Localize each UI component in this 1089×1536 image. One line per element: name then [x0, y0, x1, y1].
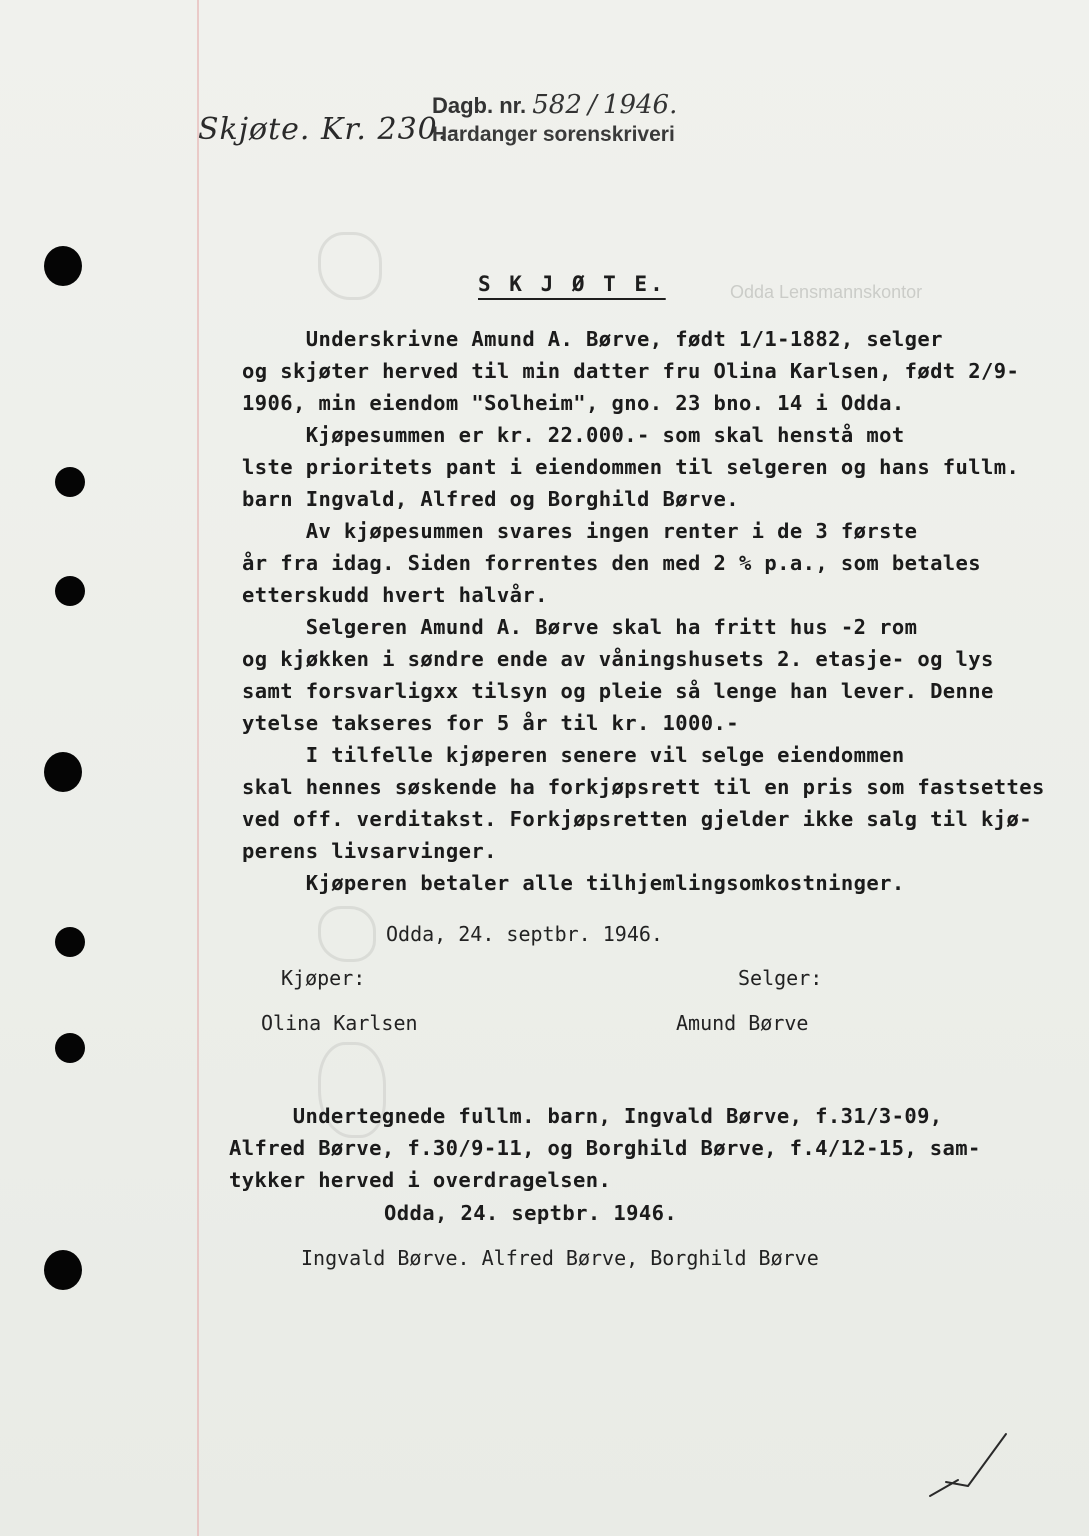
handwritten-fee-note: Skjøte. Kr. 230.-: [198, 112, 460, 147]
buyer-signature: Olina Karlsen: [261, 1011, 418, 1035]
stamp-number: 582: [532, 90, 582, 120]
body-line: Kjøperen betaler alle tilhjemlingsomkostninger.: [242, 871, 905, 895]
punch-hole-icon: [55, 1033, 85, 1063]
bleed-through-text: Odda Lensmannskontor: [730, 282, 923, 302]
seller-label: Selger:: [738, 966, 823, 990]
margin-line: [197, 0, 199, 1536]
body-line: ved off. verditakst. Forkjøpsretten gjelder ikke salg til kjø-: [242, 807, 1033, 831]
body-line: ytelse takseres for 5 år til kr. 1000.-: [242, 711, 739, 735]
body-line: Underskrivne Amund A. Børve, født 1/1-1882, selger: [242, 327, 943, 351]
body-line: lste prioritets pant i eiendommen til selgeren og hans fullm.: [242, 455, 1020, 479]
body-line: og kjøkken i søndre ende av våningshusets 2. etasje- og lys: [242, 647, 994, 671]
place-date: Odda, 24. septbr. 1946.: [386, 922, 663, 946]
body-line: Kjøpesummen er kr. 22.000.- som skal henstå mot: [242, 423, 905, 447]
body-line: samt forsvarligxx tilsyn og pleie så lenge han lever. Denne: [242, 679, 994, 703]
punch-hole-icon: [55, 576, 85, 606]
body-line: barn Ingvald, Alfred og Borghild Børve.: [242, 487, 739, 511]
consent-line: Alfred Børve, f.30/9-11, og Borghild Børve, f.4/12-15, sam-: [229, 1136, 981, 1160]
children-signatures: Ingvald Børve. Alfred Børve, Borghild Børve: [301, 1246, 819, 1270]
journal-stamp: [432, 90, 677, 120]
punch-hole-icon: [44, 752, 82, 792]
stamp-separator: /: [588, 90, 597, 120]
document-title: S K J Ø T E.: [478, 272, 666, 296]
check-mark-icon: [928, 1430, 1008, 1500]
stamp-label: Dagb. nr.: [432, 93, 527, 118]
buyer-label: Kjøper:: [281, 966, 366, 990]
punch-hole-icon: [55, 927, 85, 957]
stamp-year: 1946.: [602, 90, 678, 120]
punch-hole-icon: [55, 467, 85, 497]
body-line: 1906, min eiendom "Solheim", gno. 23 bno. 14 i Odda.: [242, 391, 905, 415]
bleed-through-mark: [318, 906, 376, 962]
body-line: skal hennes søskende ha forkjøpsrett til en pris som fastsettes: [242, 775, 1045, 799]
bleed-through-mark: [318, 232, 382, 300]
body-line: og skjøter herved til min datter fru Olina Karlsen, født 2/9-: [242, 359, 1020, 383]
place-date: Odda, 24. septbr. 1946.: [384, 1201, 678, 1225]
body-line: år fra idag. Siden forrentes den med 2 % p.a., som betales: [242, 551, 982, 575]
seller-signature: Amund Børve: [676, 1011, 809, 1035]
punch-hole-icon: [44, 246, 82, 286]
body-line: Selgeren Amund A. Børve skal ha fritt hus -2 rom: [242, 615, 918, 639]
stamp-office: Hardanger sorenskriveri: [432, 123, 675, 146]
punch-hole-icon: [44, 1250, 82, 1290]
consent-line: Undertegnede fullm. barn, Ingvald Børve, f.31/3-09,: [229, 1104, 943, 1128]
body-line: Av kjøpesummen svares ingen renter i de 3 første: [242, 519, 918, 543]
body-line: I tilfelle kjøperen senere vil selge eiendommen: [242, 743, 905, 767]
body-line: etterskudd hvert halvår.: [242, 583, 548, 607]
consent-line: tykker herved i overdragelsen.: [229, 1168, 612, 1192]
body-line: perens livsarvinger.: [242, 839, 497, 863]
